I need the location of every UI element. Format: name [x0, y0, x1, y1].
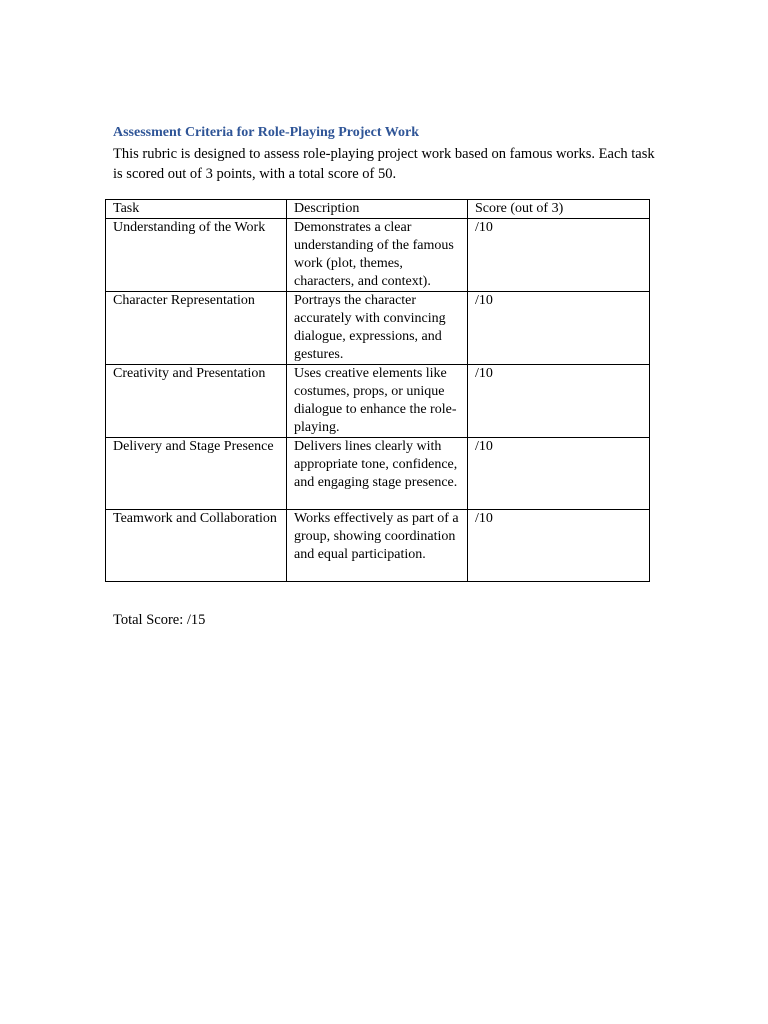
description-cell: Uses creative elements like costumes, props, or unique dialogue to enhance the role-playing.: [287, 365, 468, 438]
table-row: [106, 219, 650, 292]
description-cell: Delivers lines clearly with appropriate tone, confidence, and engaging stage presence.: [287, 438, 468, 510]
task-cell: Delivery and Stage Presence: [106, 438, 287, 510]
header-description: Description: [287, 200, 468, 219]
rubric-table: [105, 199, 650, 582]
table-row: [106, 438, 650, 510]
document-heading: Assessment Criteria for Role-Playing Project Work: [113, 125, 419, 140]
description-cell: Works effectively as part of a group, showing coordination and equal participation.: [287, 510, 468, 582]
score-cell: /10: [468, 438, 650, 510]
table-header-row: [106, 200, 650, 219]
table-row: [106, 510, 650, 582]
task-cell: Teamwork and Collaboration: [106, 510, 287, 582]
table-row: [106, 365, 650, 438]
header-task: Task: [106, 200, 287, 219]
intro-paragraph: This rubric is designed to assess role-playing project work based on famous works. Each task is scored out of 3 points, with a total score of 50.: [113, 146, 655, 182]
score-cell: /10: [468, 365, 650, 438]
task-cell: Understanding of the Work: [106, 219, 287, 292]
total-score: Total Score: /15: [113, 612, 206, 628]
score-cell: /10: [468, 219, 650, 292]
description-cell: Demonstrates a clear understanding of the famous work (plot, themes, characters, and context).: [287, 219, 468, 292]
score-cell: /10: [468, 292, 650, 365]
description-cell: Portrays the character accurately with convincing dialogue, expressions, and gestures.: [287, 292, 468, 365]
header-score: Score (out of 3): [468, 200, 650, 219]
table-row: [106, 292, 650, 365]
score-cell: /10: [468, 510, 650, 582]
task-cell: Character Representation: [106, 292, 287, 365]
task-cell: Creativity and Presentation: [106, 365, 287, 438]
